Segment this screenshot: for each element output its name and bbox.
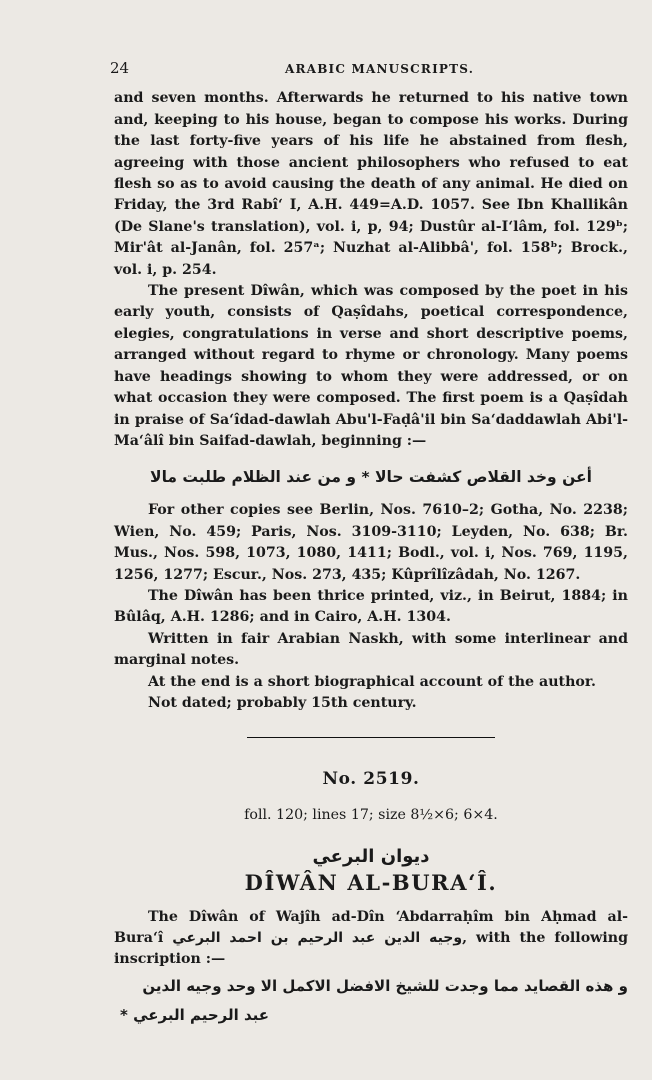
inscription-label: , with the following inscription :—	[114, 930, 628, 968]
show-through-text	[330, 28, 630, 58]
paragraph-diwan-description: The present Dîwân, which was composed by the poet in his early youth, consists of Qaṣîdahs, poetical correspondence, elegies, congratulations in verse and short descriptive poems, arranged without regard to rhyme or chronology. Many poems have headings showing to whom they were addressed, or on what occasion they were composed. The first poem is a Qaṣîdah in praise of Saʻîdad-dawlah Abu'l-Faḍâ'il bin Saʻdaddawlah Abi'l-Maʻâlî bin Saifad-dawlah, beginning :—	[114, 283, 628, 449]
running-title: ARABIC MANUSCRIPTS.	[285, 62, 475, 76]
arabic-title: ديوان البرعي	[312, 846, 430, 868]
inline-arabic-name: وجيه الدين عبد الرحيم بن احمد البرعي	[172, 930, 463, 946]
arabic-verse: أعن وخد القلاص كشفت حالا * و من عند الظلام طلبت مالا	[150, 468, 592, 487]
paragraph-other-copies: For other copies see Berlin, Nos. 7610–2; Gotha, No. 2238; Wien, No. 459; Paris, Nos. 3109-3110; Leyden, No. 638; Br. Mus., Nos. 598, 1073, 1080, 1411; Bodl., vol. i, Nos. 769, 1195, 1256, 1277; Escur., Nos. 273, 435; Kûprîlîzâdah, No. 1267.	[114, 502, 628, 583]
paragraph-biographical-account: At the end is a short biographical account of the author.	[148, 673, 596, 690]
paragraph-date: Not dated; probably 15th century.	[148, 694, 417, 711]
entry-collation: foll. 120; lines 17; size 8½×6; 6×4.	[244, 806, 498, 823]
paragraph-printings: The Dîwân has been thrice printed, viz., in Beirut, 1884; in Bûlâq, A.H. 1286; and in Cairo, A.H. 1304.	[114, 587, 628, 626]
arabic-inscription-line-2: عبد الرحيم البرعي *	[120, 1005, 269, 1024]
arabic-inscription-line-1: و هذه القصايد مما وجدت للشيخ الافضل الاكمل الا وحد وجيه الدين	[142, 976, 628, 995]
paragraph-biography: and seven months. Afterwards he returned to his native town and, keeping to his house, began to compose his works. During the last forty-five years of his life he abstained from flesh, agreeing with those ancient philosophers who refused to eat flesh so as to avoid causing the death of any animal. He died on Friday, the 3rd Rabîʻ I, A.H. 449=A.D. 1057. See Ibn Khallikân (De Slane's translation), vol. i, p, 94; Dustûr al-Iʻlâm, fol. 129ᵇ; Mir'ât al-Janân, fol. 257ᵃ; Nuzhat al-Alibbâ', fol. 158ᵇ; Brock., vol. i, p. 254.	[114, 90, 628, 278]
paragraph-script: Written in fair Arabian Naskh, with some interlinear and marginal notes.	[114, 630, 628, 669]
entry-title: DÎWÂN AL-BURAʻÎ.	[244, 870, 498, 896]
entry-number: No. 2519.	[322, 769, 420, 790]
page-number: 24	[110, 59, 130, 77]
inscription-intro-text: The Dîwân of Wajîh ad-Dîn ʻAbdarraḥîm bin Aḥmad al-Buraʻî	[114, 908, 628, 946]
page-header	[110, 58, 628, 80]
paragraph-inscription-intro	[114, 907, 628, 971]
section-divider	[247, 737, 495, 738]
